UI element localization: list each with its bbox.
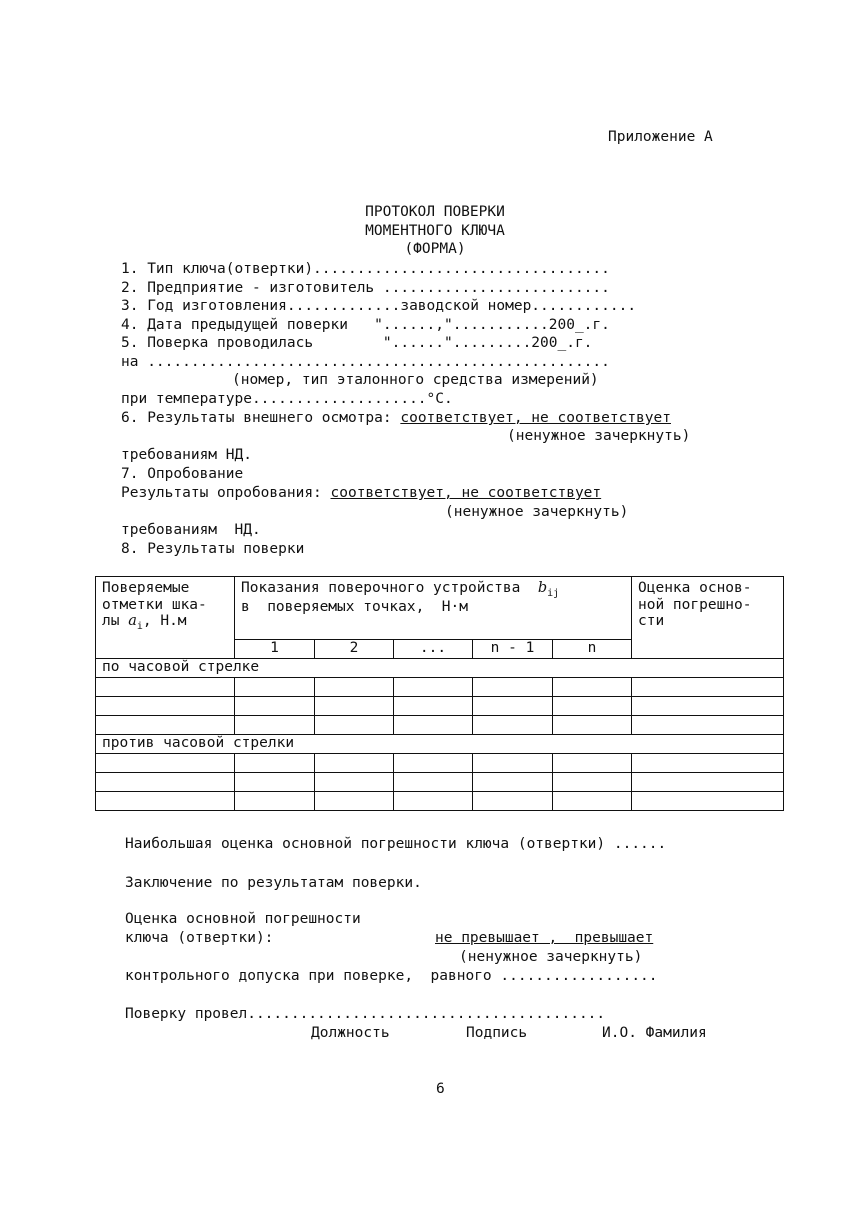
max-error-estimate: Наибольшая оценка основной погрешности ключа (отвертки) ......	[125, 836, 667, 852]
col-1: 1	[235, 640, 315, 659]
table-row	[96, 716, 784, 735]
item-7-results	[121, 486, 601, 501]
item-6-label: 6. Результаты внешнего осмотра:	[121, 410, 401, 426]
header-error-estimate	[632, 577, 784, 659]
conclusion-label: Заключение по результатам поверки.	[125, 875, 422, 891]
item-7-value: соответствует, не соответствует	[330, 485, 602, 501]
item-6-value: соответствует, не соответствует	[400, 410, 671, 426]
col-ellipsis: ...	[394, 640, 473, 659]
header-scale-unit: , Н.м	[142, 613, 187, 630]
header-error-line-3: сти	[638, 613, 665, 630]
item-6	[121, 411, 671, 426]
table-row	[96, 697, 784, 716]
page-number: 6	[436, 1081, 445, 1097]
item-4: 4. Дата предыдущей поверки "......,"...........200_.г.	[121, 317, 610, 333]
title-line-2: МОМЕНТНОГО КЛЮЧА	[365, 223, 505, 239]
header-scale-marks-line-2: отметки шка-	[102, 596, 207, 613]
header-readings-line-1: Показания поверочного устройства	[241, 580, 538, 596]
header-var-a: a	[128, 613, 137, 630]
header-error-line-1: Оценка основ-	[638, 580, 752, 596]
item-5-hint: (номер, тип эталонного средства измерений)	[232, 372, 599, 388]
item-5: 5. Поверка проводилась "......".........200_.г.	[121, 335, 593, 351]
item-1: 1. Тип ключа(отвертки)..................................	[121, 261, 610, 277]
item-6-hint: (ненужное зачеркнуть)	[507, 428, 691, 444]
header-readings-line-2: в поверяемых точках, Н·м	[241, 599, 468, 616]
item-5-on: на .....................................................	[121, 354, 610, 370]
item-7-requirements: требованиям НД.	[121, 522, 261, 538]
title-line-3: (ФОРМА)	[404, 241, 466, 257]
header-device-readings	[235, 577, 632, 640]
item-7: 7. Опробование	[121, 466, 244, 482]
item-7-hint: (ненужное зачеркнуть)	[445, 504, 629, 520]
header-error-line-2: ной погрешно-	[638, 596, 752, 613]
signature-name-label: И.О. Фамилия	[602, 1025, 707, 1041]
signature-position-label: Должность	[311, 1025, 390, 1041]
estimate-line-2: ключа (отвертки):	[125, 930, 274, 946]
header-scale-marks-line-3: лы	[102, 613, 129, 630]
table-row	[96, 754, 784, 773]
item-3: 3. Год изготовления.............заводской номер............	[121, 298, 637, 314]
header-var-b-sub: ij	[547, 587, 560, 599]
performed-by-line: Поверку провел.........................................	[125, 1006, 606, 1022]
temperature-line: при температуре....................°С.	[121, 391, 453, 407]
header-var-b: b	[537, 580, 548, 596]
results-table	[95, 576, 784, 811]
col-n: n	[553, 640, 632, 659]
item-2: 2. Предприятие - изготовитель ..........................	[121, 280, 610, 296]
title-line-1: ПРОТОКОЛ ПОВЕРКИ	[365, 204, 505, 220]
col-2: 2	[315, 640, 394, 659]
estimate-value: не превышает , превышает	[435, 930, 654, 946]
header-scale-marks-line-1: Поверяемые	[102, 580, 190, 596]
table-row	[96, 678, 784, 697]
estimate-hint: (ненужное зачеркнуть)	[459, 949, 643, 965]
appendix-label: Приложение А	[608, 129, 713, 145]
signature-label: Подпись	[466, 1025, 528, 1041]
tolerance-line: контрольного допуска при поверке, равного ..................	[125, 968, 658, 984]
item-7-label: Результаты опробования:	[121, 485, 331, 501]
table-row	[96, 773, 784, 792]
item-8: 8. Результаты поверки	[121, 541, 305, 557]
col-n-minus-1: n - 1	[473, 640, 553, 659]
header-var-a-sub: i	[136, 621, 143, 633]
section-clockwise: по часовой стрелке	[96, 659, 784, 678]
estimate-line-1: Оценка основной погрешности	[125, 911, 361, 927]
header-scale-marks	[96, 577, 235, 659]
item-6-requirements: требованиям НД.	[121, 447, 252, 463]
table-row	[96, 792, 784, 811]
section-counterclockwise: против часовой стрелки	[96, 735, 784, 754]
